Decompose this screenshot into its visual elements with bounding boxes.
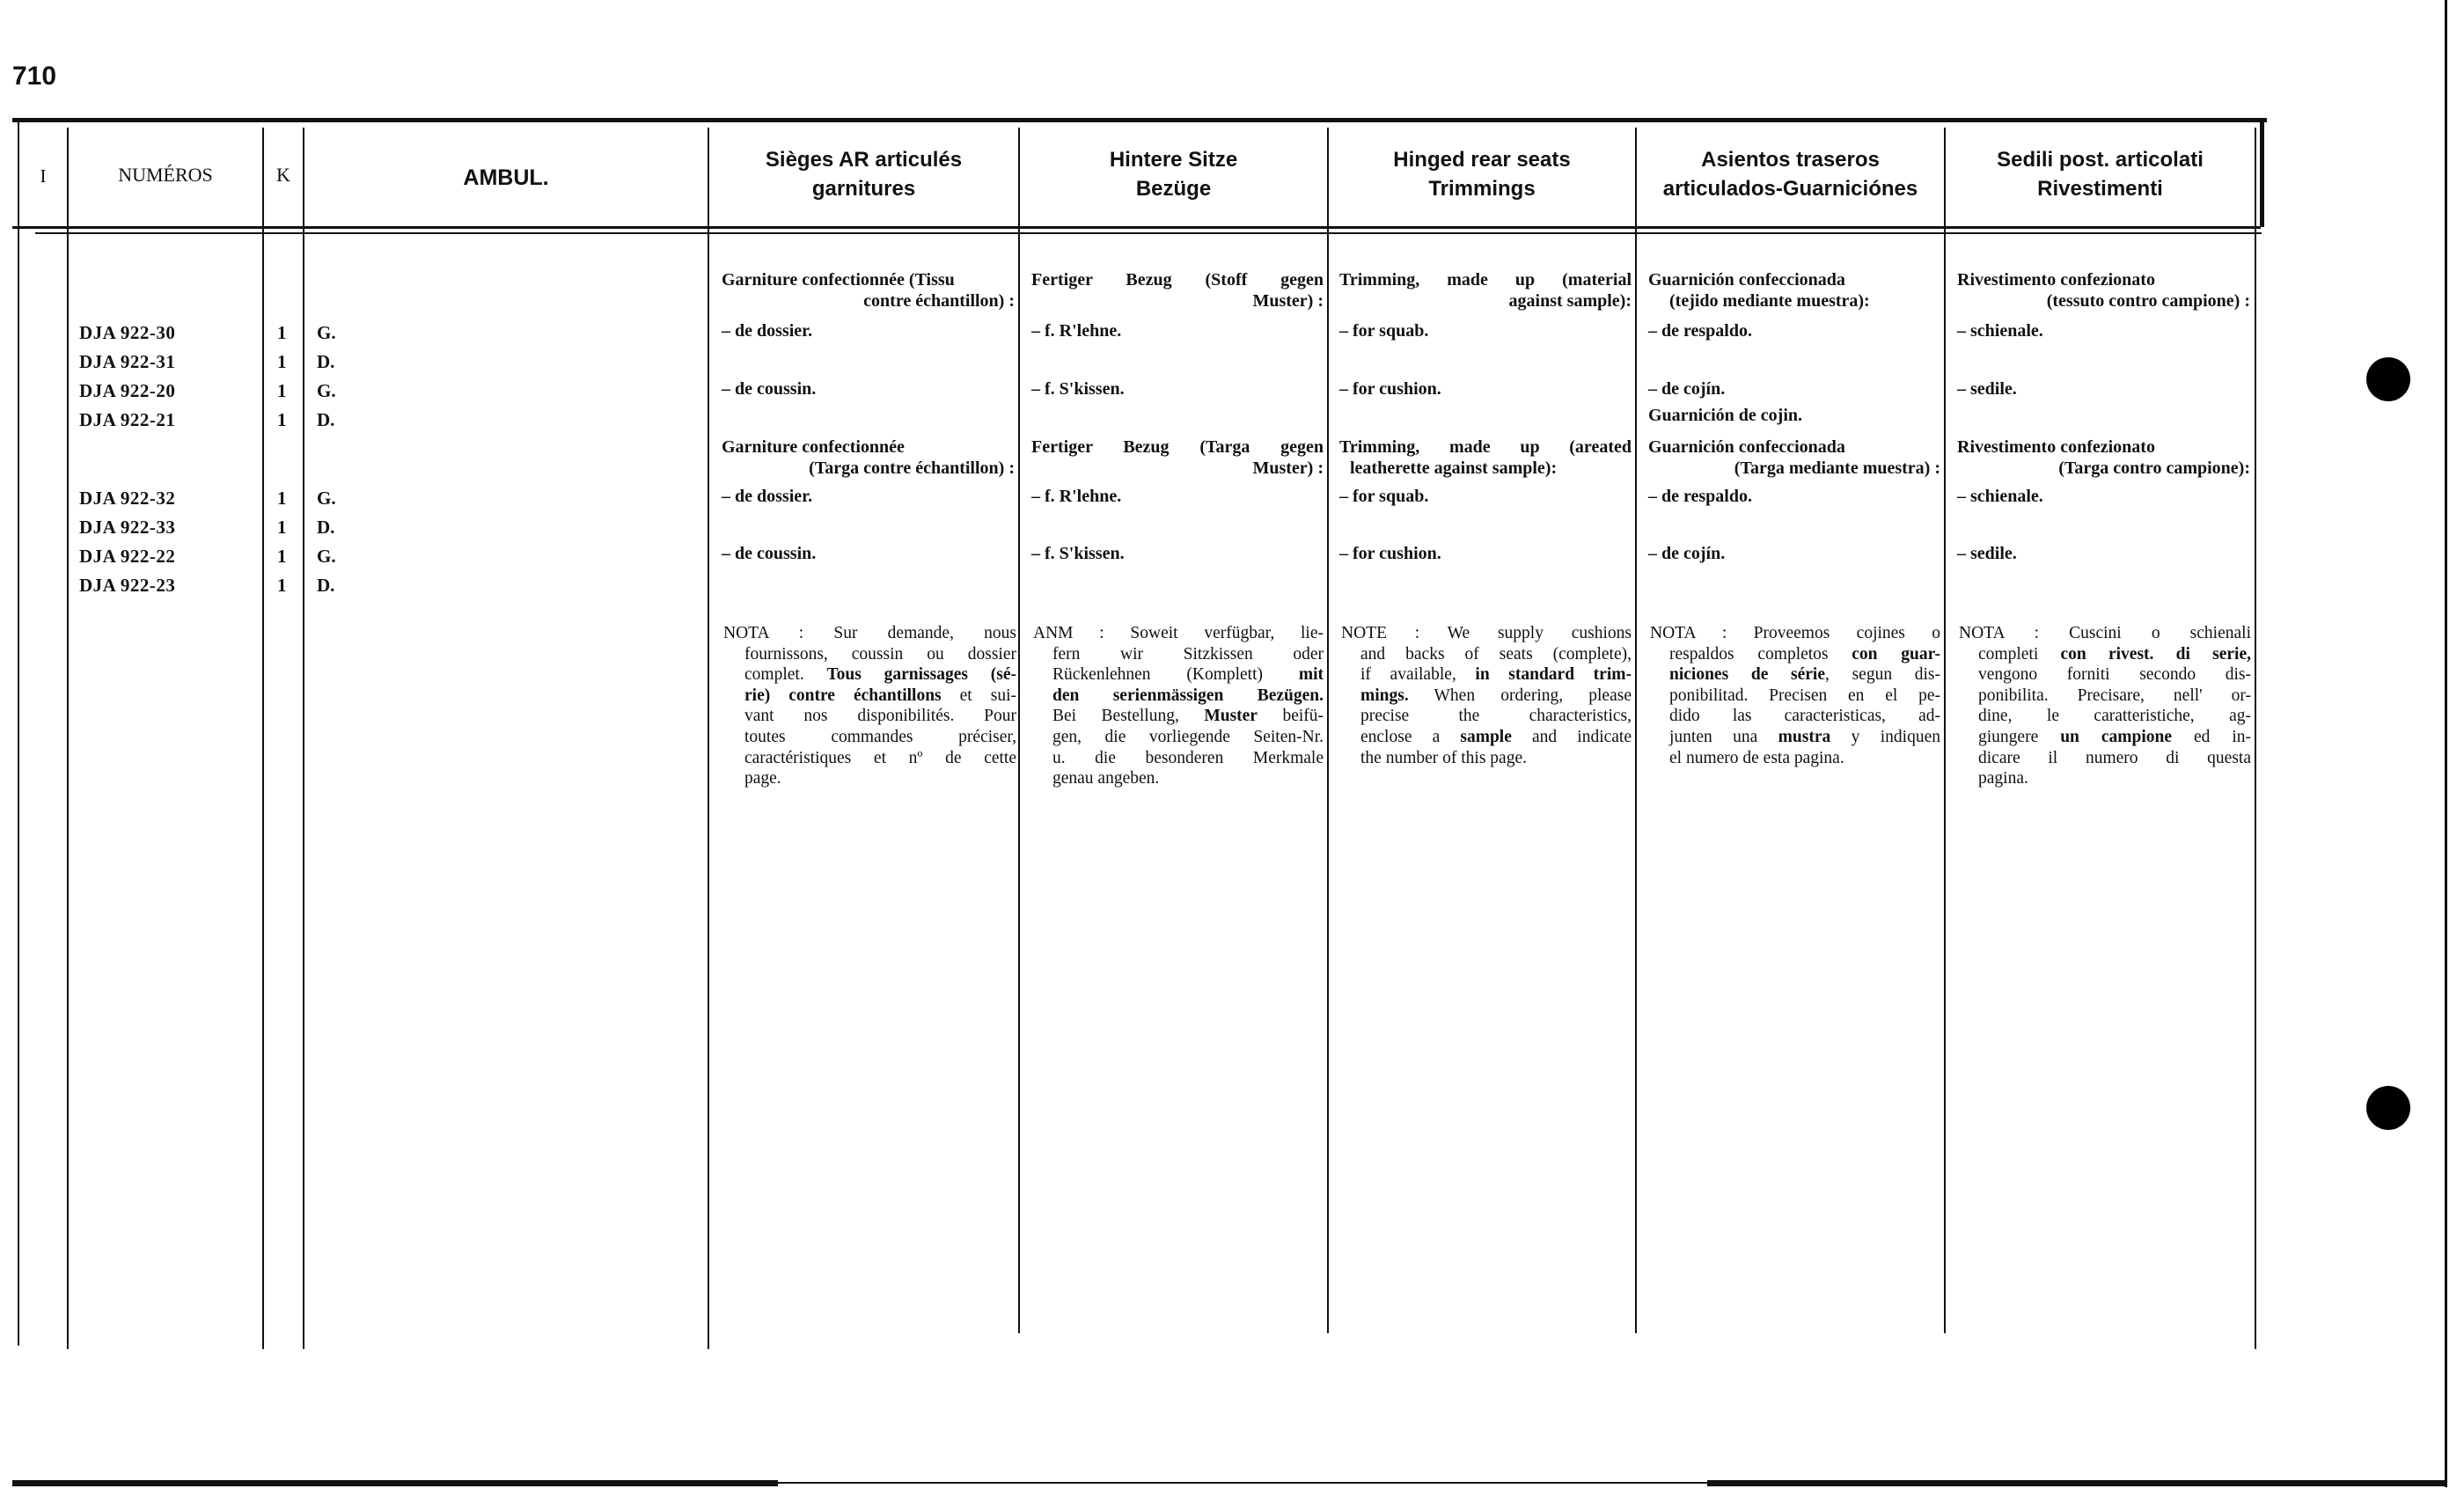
fr-coussin-1: – de coussin.: [722, 379, 817, 399]
header-es-line1: Asientos traseros: [1701, 148, 1880, 172]
en-note-line: precise the characteristics,: [1360, 707, 1632, 726]
de-group1-line1: Fertiger Bezug (Stoff gegen: [1031, 270, 1324, 290]
en-coussin-2: – for cushion.: [1339, 544, 1441, 563]
col-sep-de: [1327, 128, 1329, 1333]
fr-note-line: vant nos disponibilités. Pour: [744, 707, 1016, 726]
es-note-line: NOTA : Proveemos cojines o: [1650, 624, 1940, 642]
en-dossier-1: – for squab.: [1339, 321, 1429, 341]
side: G.: [317, 546, 336, 567]
es-group2-line2: (Targa mediante muestra) :: [1734, 458, 1940, 478]
es-note-line: junten una mustra y indiquen: [1669, 727, 1940, 746]
col-sep-es: [1944, 128, 1946, 1333]
de-coussin-2: – f. S'kissen.: [1031, 544, 1125, 563]
header-bottom-rule: [12, 226, 2261, 229]
side: D.: [317, 409, 335, 430]
quantity: 1: [277, 409, 287, 430]
col-sep-i: [67, 128, 69, 1349]
es-note-line: ponibilitad. Precisen en el pe-: [1669, 686, 1940, 705]
quantity: 1: [277, 351, 287, 372]
bottom-rule-thick-right: [1707, 1480, 2446, 1486]
col-sep-en: [1635, 128, 1637, 1333]
de-coussin-1: – f. S'kissen.: [1031, 379, 1125, 399]
en-note-line: the number of this page.: [1360, 748, 1527, 767]
it-dossier-1: – schienale.: [1957, 321, 2043, 341]
header-k: K: [276, 164, 290, 186]
header-en: [1329, 145, 1635, 203]
bottom-rule-thin: [778, 1482, 1707, 1484]
it-note-line: dicare il numero di questa: [1978, 748, 2251, 767]
col-sep-ambul: [708, 128, 709, 1349]
de-dossier-2: – f. R'lehne.: [1031, 487, 1122, 506]
header-fr-line2: garnitures: [811, 177, 916, 201]
fr-group2-line2: (Targa contre échantillon) :: [809, 458, 1015, 478]
de-note-line: gen, die vorliegende Seiten-Nr.: [1052, 727, 1324, 746]
table-right-border: [2260, 118, 2264, 227]
fr-note-line: fournissons, coussin ou dossier: [744, 644, 1016, 664]
part-number: DJA 922-21: [79, 409, 176, 430]
en-note-line: NOTE : We supply cushions: [1341, 624, 1632, 642]
it-note-line: completi con rivest. di serie,: [1978, 644, 2252, 664]
quantity: 1: [277, 322, 287, 343]
de-note-line: fern wir Sitzkissen oder: [1052, 644, 1324, 664]
header-es-line2: articulados-Guarniciónes: [1662, 177, 1918, 201]
quantity: 1: [277, 546, 287, 567]
fr-coussin-2: – de coussin.: [722, 544, 817, 563]
part-number: DJA 922-30: [79, 322, 176, 343]
quantity: 1: [277, 517, 287, 538]
right-page-edge: [2445, 0, 2447, 1487]
fr-note-line: toutes commandes préciser,: [744, 727, 1016, 746]
left-page-border: [18, 122, 19, 1346]
table-top-border: [12, 118, 2267, 122]
side: D.: [317, 575, 335, 596]
body-top-rule: [35, 232, 2262, 234]
en-group2-line1: Trimming, made up (areated: [1339, 437, 1632, 457]
fr-note-line: caractéristiques et nº de cette: [744, 748, 1016, 767]
es-note-line: niciones de série, segun dis-: [1669, 665, 1940, 685]
punch-hole-top: [2366, 357, 2410, 401]
it-coussin-2: – sedile.: [1957, 544, 2017, 563]
col-sep-k: [303, 128, 304, 1349]
it-group1-line1: Rivestimento confezionato: [1957, 270, 2155, 290]
side: G.: [317, 488, 336, 509]
header-it: [1946, 145, 2255, 203]
header-de-line1: Hintere Sitze: [1109, 148, 1238, 172]
it-group2-line1: Rivestimento confezionato: [1957, 437, 2155, 457]
de-note-line: Rückenlehnen (Komplett) mit: [1052, 665, 1324, 685]
en-note-line: if available, in standard trim-: [1360, 665, 1632, 685]
fr-group1-line2: contre échantillon) :: [863, 291, 1015, 311]
de-note-line: Bei Bestellung, Muster beifü-: [1052, 707, 1324, 726]
header-fr: [709, 145, 1018, 203]
es-extra: Guarnición de cojin.: [1648, 406, 1803, 425]
it-note-line: vengono forniti secondo dis-: [1978, 665, 2251, 685]
en-group1-line1: Trimming, made up (material: [1339, 270, 1632, 290]
punch-hole-bottom: [2366, 1086, 2410, 1130]
es-note-line: dido las caracteristicas, ad-: [1669, 707, 1940, 726]
part-number: DJA 922-33: [79, 517, 176, 538]
page-number: 710: [12, 62, 57, 91]
it-note-line: pagina.: [1978, 769, 2028, 788]
it-group2-line2: (Targa contro campione):: [2058, 458, 2250, 478]
side: G.: [317, 322, 336, 343]
bottom-rule-thick: [12, 1480, 778, 1486]
de-group1-line2: Muster) :: [1252, 291, 1324, 311]
es-dossier-2: – de respaldo.: [1648, 487, 1752, 506]
es-group1-line2: (tejido mediante muestra):: [1669, 291, 1870, 311]
header-fr-line1: Sièges AR articulés: [765, 148, 963, 172]
it-coussin-1: – sedile.: [1957, 379, 2017, 399]
de-note-line: ANM : Soweit verfügbar, lie-: [1033, 624, 1324, 642]
header-ambul: AMBUL.: [463, 165, 549, 190]
fr-note-line: page.: [744, 769, 781, 788]
side: D.: [317, 351, 335, 372]
side: G.: [317, 380, 336, 401]
header-en-line2: Trimmings: [1428, 177, 1536, 201]
header-es: [1637, 145, 1944, 203]
col-sep-it: [2255, 128, 2256, 1349]
de-note: [1033, 623, 1324, 789]
header-it-line2: Rivestimenti: [2037, 177, 2163, 201]
en-note: [1341, 623, 1632, 768]
header-en-line1: Hinged rear seats: [1393, 148, 1571, 172]
de-note-line: den serienmässigen Bezügen.: [1052, 686, 1324, 705]
en-group2-line2: leatherette against sample):: [1350, 458, 1558, 478]
quantity: 1: [277, 575, 287, 596]
fr-dossier-1: – de dossier.: [722, 321, 813, 341]
es-coussin-1: – de cojín.: [1648, 379, 1726, 399]
es-note: [1650, 623, 1940, 768]
part-number: DJA 922-22: [79, 546, 176, 567]
fr-dossier-2: – de dossier.: [722, 487, 813, 506]
fr-note: [723, 623, 1016, 789]
header-it-line1: Sedili post. articolati: [1997, 148, 2204, 172]
fr-note-line: NOTA : Sur demande, nous: [723, 624, 1016, 642]
es-coussin-2: – de cojín.: [1648, 544, 1726, 563]
en-note-line: and backs of seats (complete),: [1360, 644, 1632, 664]
quantity: 1: [277, 380, 287, 401]
col-sep-numeros: [262, 128, 264, 1349]
part-number: DJA 922-31: [79, 351, 176, 372]
es-note-line: el numero de esta pagina.: [1669, 748, 1844, 767]
part-number: DJA 922-32: [79, 488, 176, 509]
en-note-line: mings. When ordering, please: [1360, 686, 1632, 705]
part-number: DJA 922-20: [79, 380, 176, 401]
fr-group2-line1: Garniture confectionnée: [722, 437, 905, 457]
de-note-line: u. die besonderen Merkmale: [1052, 748, 1324, 767]
de-note-line: genau angeben.: [1052, 769, 1160, 788]
it-group1-line2: (tessuto contro campione) :: [2046, 291, 2250, 311]
it-note: [1959, 623, 2251, 789]
it-dossier-2: – schienale.: [1957, 487, 2043, 506]
en-group1-line2: against sample):: [1508, 291, 1632, 311]
header-de-line2: Bezüge: [1135, 177, 1212, 201]
col-sep-fr: [1018, 128, 1020, 1333]
header-i: I: [40, 165, 47, 187]
header-de: [1020, 145, 1327, 203]
en-coussin-1: – for cushion.: [1339, 379, 1441, 399]
header-numeros: NUMÉROS: [118, 164, 213, 186]
it-note-line: giungere un campione ed in-: [1978, 727, 2251, 746]
part-number: DJA 922-23: [79, 575, 176, 596]
it-note-line: NOTA : Cuscini o schienali: [1959, 624, 2251, 642]
es-dossier-1: – de respaldo.: [1648, 321, 1752, 341]
de-group2-line1: Fertiger Bezug (Targa gegen: [1031, 437, 1324, 457]
en-dossier-2: – for squab.: [1339, 487, 1429, 506]
es-note-line: respaldos completos con guar-: [1669, 644, 1940, 664]
de-group2-line2: Muster) :: [1252, 458, 1324, 478]
de-dossier-1: – f. R'lehne.: [1031, 321, 1122, 341]
es-group2-line1: Guarnición confeccionada: [1648, 437, 1845, 457]
it-note-line: ponibilita. Precisare, nell' or-: [1978, 686, 2251, 705]
it-note-line: dine, le caratteristiche, ag-: [1978, 707, 2251, 726]
es-group1-line1: Guarnición confeccionada: [1648, 270, 1845, 290]
fr-note-line: complet. Tous garnissages (sé-: [744, 665, 1016, 685]
fr-note-line: rie) contre échantillons et sui-: [744, 686, 1016, 705]
fr-group1-line1: Garniture confectionnée (Tissu: [722, 270, 955, 290]
side: D.: [317, 517, 335, 538]
en-note-line: enclose a sample and indicate: [1360, 727, 1632, 746]
quantity: 1: [277, 488, 287, 509]
